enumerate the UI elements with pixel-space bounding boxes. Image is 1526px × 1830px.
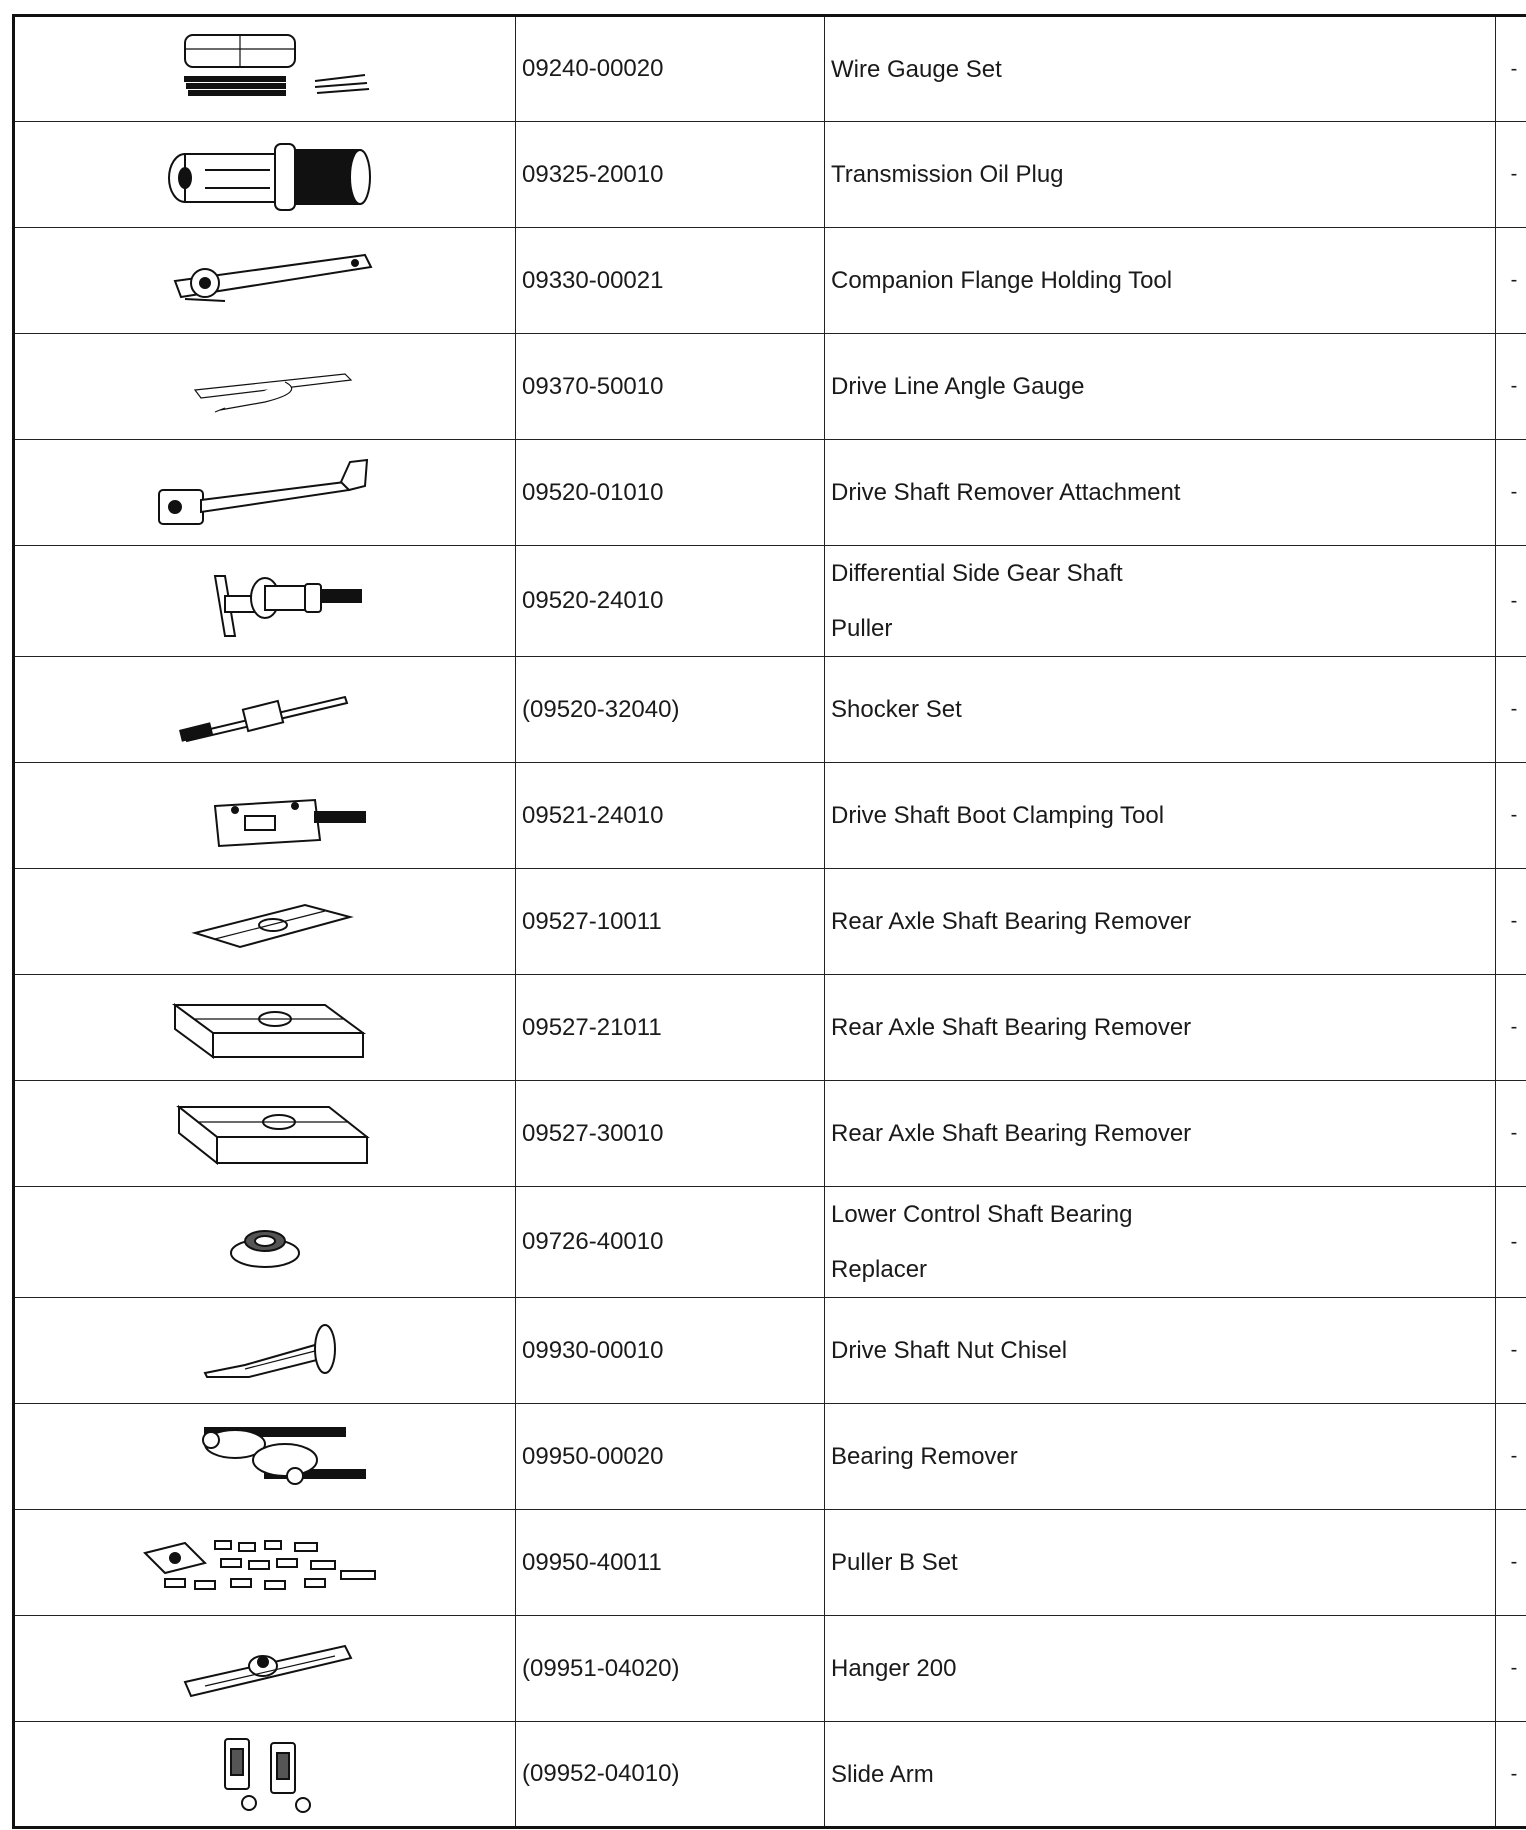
tool-name: Drive Shaft Boot Clamping Tool (825, 763, 1496, 869)
tool-name: Companion Flange Holding Tool (825, 228, 1496, 334)
companion-flange-holding-tool-illustration (145, 241, 385, 321)
note-cell: - (1496, 763, 1526, 869)
part-number: 09950-00020 (516, 1404, 825, 1510)
tool-illustration-cell (14, 1404, 516, 1510)
table-row (14, 334, 1526, 440)
part-number: (09951-04020) (516, 1616, 825, 1722)
tool-illustration-cell (14, 1081, 516, 1187)
drive-shaft-nut-chisel-illustration (145, 1311, 385, 1391)
note-cell: - (1496, 1404, 1526, 1510)
note-cell: - (1496, 1722, 1526, 1828)
drive-shaft-remover-attachment-illustration (145, 450, 385, 536)
part-number: 09726-40010 (516, 1187, 825, 1298)
tool-name-line: Differential Side Gear Shaft (831, 560, 1123, 587)
tool-name: Drive Line Angle Gauge (825, 334, 1496, 440)
table-row (14, 546, 1526, 657)
part-number: 09330-00021 (516, 228, 825, 334)
table-row (14, 228, 1526, 334)
rear-axle-shaft-bearing-remover-illustration (145, 985, 385, 1071)
table-row (14, 975, 1526, 1081)
tool-illustration-cell (14, 16, 516, 122)
tool-name-line: Puller (831, 615, 893, 642)
tool-name: Bearing Remover (825, 1404, 1496, 1510)
tool-name: Slide Arm (825, 1722, 1496, 1828)
table-row (14, 1081, 1526, 1187)
tool-name (825, 546, 1496, 657)
lower-control-shaft-bearing-replacer-illustration (145, 1207, 385, 1277)
note-cell: - (1496, 975, 1526, 1081)
note-cell: - (1496, 228, 1526, 334)
tool-name: Drive Shaft Remover Attachment (825, 440, 1496, 546)
tool-illustration-cell (14, 228, 516, 334)
tool-illustration-cell (14, 334, 516, 440)
bearing-remover-illustration (145, 1414, 385, 1500)
tool-illustration-cell (14, 975, 516, 1081)
table-row (14, 1616, 1526, 1722)
puller-b-set-illustration (135, 1523, 395, 1603)
table-row (14, 763, 1526, 869)
table-row (14, 1510, 1526, 1616)
tool-name (825, 1187, 1496, 1298)
tool-name: Puller B Set (825, 1510, 1496, 1616)
shocker-set-illustration (145, 675, 385, 745)
rear-axle-shaft-bearing-remover-illustration (145, 887, 385, 957)
table-row (14, 1722, 1526, 1828)
table-row (14, 1298, 1526, 1404)
differential-side-gear-shaft-puller-illustration (145, 556, 385, 646)
tool-name: Wire Gauge Set (825, 16, 1496, 122)
table-row (14, 122, 1526, 228)
part-number: 09527-21011 (516, 975, 825, 1081)
part-number: 09325-20010 (516, 122, 825, 228)
tool-illustration-cell (14, 1722, 516, 1828)
note-cell: - (1496, 546, 1526, 657)
wire-gauge-set-illustration (145, 29, 385, 109)
tool-illustration-cell (14, 869, 516, 975)
tool-name: Rear Axle Shaft Bearing Remover (825, 975, 1496, 1081)
tool-illustration-cell (14, 122, 516, 228)
slide-arm-illustration (145, 1729, 385, 1819)
table-row (14, 16, 1526, 122)
tool-name-line: Lower Control Shaft Bearing (831, 1201, 1133, 1228)
part-number: 09950-40011 (516, 1510, 825, 1616)
note-cell: - (1496, 122, 1526, 228)
tool-name: Rear Axle Shaft Bearing Remover (825, 869, 1496, 975)
tool-name: Shocker Set (825, 657, 1496, 763)
tool-name: Hanger 200 (825, 1616, 1496, 1722)
drive-line-angle-gauge-illustration (145, 352, 385, 422)
tool-name: Drive Shaft Nut Chisel (825, 1298, 1496, 1404)
table-row (14, 657, 1526, 763)
part-number: (09520-32040) (516, 657, 825, 763)
note-cell: - (1496, 1616, 1526, 1722)
note-cell: - (1496, 440, 1526, 546)
part-number: 09527-10011 (516, 869, 825, 975)
tool-name-line: Replacer (831, 1256, 928, 1283)
rear-axle-shaft-bearing-remover-illustration (145, 1091, 385, 1177)
note-cell: - (1496, 1081, 1526, 1187)
tool-illustration-cell (14, 1298, 516, 1404)
tool-illustration-cell (14, 763, 516, 869)
part-number: 09520-24010 (516, 546, 825, 657)
part-number: 09240-00020 (516, 16, 825, 122)
part-number: 09370-50010 (516, 334, 825, 440)
drive-shaft-boot-clamping-tool-illustration (145, 776, 385, 856)
hanger-200-illustration (145, 1626, 385, 1712)
table-row (14, 1404, 1526, 1510)
part-number: 09930-00010 (516, 1298, 825, 1404)
note-cell: - (1496, 334, 1526, 440)
table-row (14, 440, 1526, 546)
tool-illustration-cell (14, 440, 516, 546)
special-tools-table (12, 14, 1526, 1829)
tool-illustration-cell (14, 657, 516, 763)
note-cell: - (1496, 869, 1526, 975)
transmission-oil-plug-illustration (145, 132, 385, 218)
tool-illustration-cell (14, 546, 516, 657)
table-row (14, 869, 1526, 975)
tool-name: Transmission Oil Plug (825, 122, 1496, 228)
note-cell: - (1496, 1510, 1526, 1616)
tool-illustration-cell (14, 1616, 516, 1722)
tool-illustration-cell (14, 1187, 516, 1298)
part-number: (09952-04010) (516, 1722, 825, 1828)
note-cell: - (1496, 1298, 1526, 1404)
note-cell: - (1496, 657, 1526, 763)
note-cell: - (1496, 16, 1526, 122)
table-row (14, 1187, 1526, 1298)
part-number: 09520-01010 (516, 440, 825, 546)
tool-illustration-cell (14, 1510, 516, 1616)
part-number: 09521-24010 (516, 763, 825, 869)
part-number: 09527-30010 (516, 1081, 825, 1187)
tool-name: Rear Axle Shaft Bearing Remover (825, 1081, 1496, 1187)
note-cell: - (1496, 1187, 1526, 1298)
